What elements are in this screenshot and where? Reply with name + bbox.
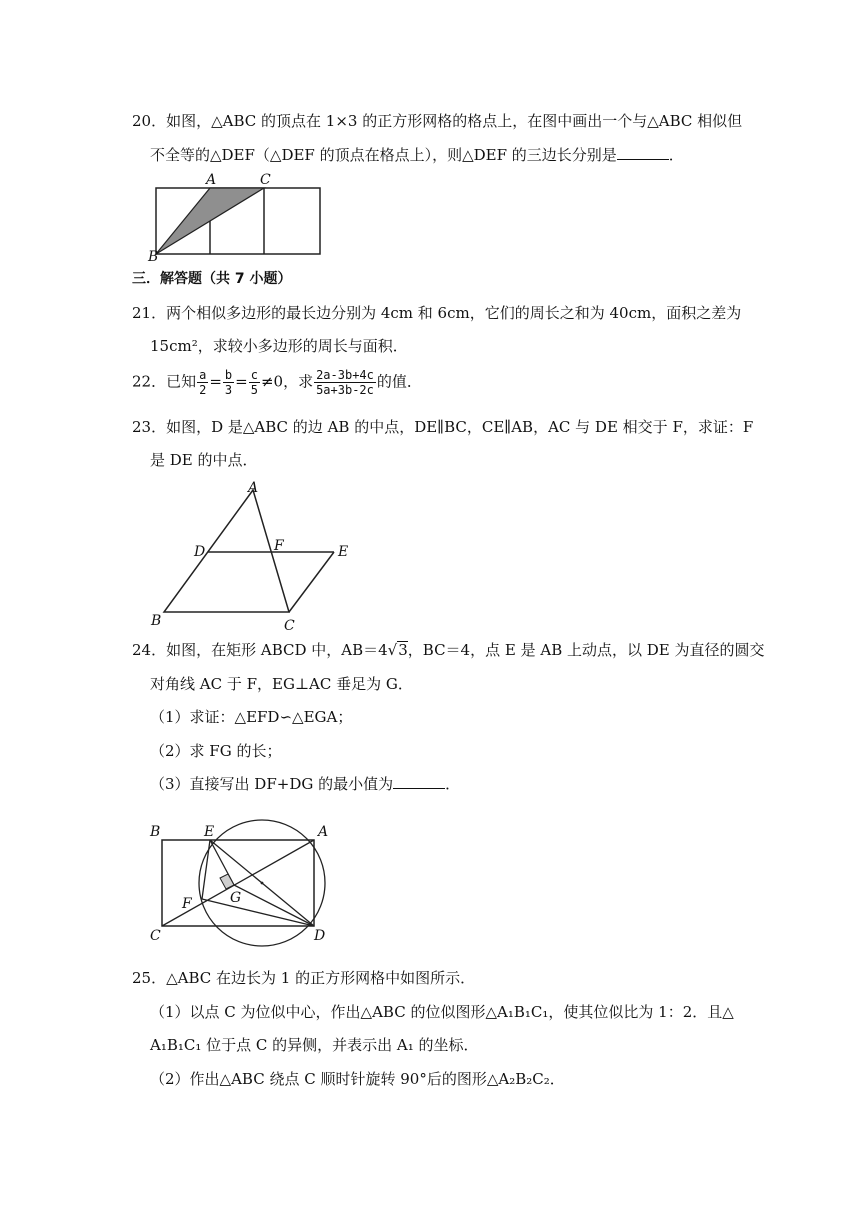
segment-ce (289, 552, 334, 612)
q22-eq2: = (235, 372, 248, 391)
diagonal-ac (162, 840, 314, 926)
q24-sub3-main: （3）直接写出 DF+DG 的最小值为 (150, 775, 394, 793)
frac3-num: c (250, 368, 258, 382)
fraction-a-2 (197, 368, 208, 397)
q23-text-line1: 23．如图，D 是△ABC 的边 AB 的中点，DE∥BC，CE∥AB，AC 与 DE 相交于 F，求证：F (132, 418, 754, 436)
label-e: E (338, 544, 349, 560)
q24-text-line2: 对角线 AC 于 F，EG⊥AC 垂足为 G． (150, 675, 413, 693)
q21-text-line2: 15cm²，求较小多边形的周长与面积． (150, 337, 408, 355)
q25-text-line4: （2）作出△ABC 绕点 C 顺时针旋转 90°后的图形△A₂B₂C₂． (150, 1070, 565, 1088)
frac3-den: 5 (250, 383, 258, 397)
q24-sub1: （1）求证：△EFD∽△EGA； (150, 708, 353, 726)
label-d: D (314, 928, 326, 944)
section-header: 三．解答题（共 7 小题） (132, 271, 292, 287)
q24-line1-end: ，BC＝4，点 E 是 AB 上动点，以 DE 为直径的圆交 (407, 641, 765, 659)
q25-text-line2: （1）以点 C 为位似中心，作出△ABC 的位似图形△A₁B₁C₁，使其位似比为 1：2．且△ (150, 1003, 734, 1021)
q23-text-line2: 是 DE 的中点． (150, 451, 258, 469)
label-a: A (206, 172, 217, 188)
segment-ef (202, 840, 210, 899)
label-c: C (150, 928, 161, 944)
label-b: B (148, 249, 159, 262)
label-b: B (150, 824, 161, 840)
triangle-abc (164, 490, 289, 612)
q22-ne: ≠0，求 (260, 372, 314, 391)
label-a: A (318, 824, 329, 840)
q24-line1-start: 24．如图，在矩形 ABCD 中，AB＝4 (132, 641, 388, 659)
label-f: F (274, 538, 284, 554)
label-g: G (230, 890, 242, 906)
label-f: F (182, 896, 192, 912)
q20-text-line2-main: 不全等的△DEF（△DEF 的顶点在格点上），则△DEF 的三边长分别是 (150, 146, 617, 164)
fraction-c-5 (249, 368, 260, 397)
q24-sub2: （2）求 FG 的长； (150, 742, 282, 760)
segment-gd (234, 885, 314, 926)
q24-text-line1 (132, 640, 765, 660)
fraction-expression (314, 368, 376, 397)
label-b: B (151, 613, 162, 629)
q20-answer-blank (617, 145, 669, 160)
q24-sub3-end: ． (445, 775, 461, 793)
q20-text-line2 (150, 145, 684, 165)
label-e: E (204, 824, 215, 840)
q22-text (132, 368, 422, 397)
q20-text-line1: 20．如图，△ABC 的顶点在 1×3 的正方形网格的格点上，在图中画出一个与△ABC 相似但 (132, 112, 743, 130)
q22-prefix: 22．已知 (132, 372, 197, 391)
label-c: C (260, 172, 271, 188)
q24-sub3 (150, 774, 460, 794)
frac1-num: a (199, 368, 207, 382)
frac2-num: b (224, 368, 233, 382)
fraction-b-3 (223, 368, 234, 397)
label-d: D (194, 544, 206, 560)
q24-rectangle-circle-figure (146, 818, 342, 948)
q21-text-line1: 21．两个相似多边形的最长边分别为 4cm 和 6cm，它们的周长之和为 40cm，面积之差为 (132, 304, 742, 322)
frac4-num: 2a-3b+4c (316, 368, 374, 382)
q20-text-line2-end: ． (668, 146, 684, 164)
circle-center (261, 882, 264, 885)
q24-answer-blank (393, 774, 445, 789)
sqrt-symbol: √ (387, 641, 398, 659)
label-c: C (284, 618, 295, 632)
q25-text-line3: A₁B₁C₁ 位于点 C 的异侧，并表示出 A₁ 的坐标． (150, 1036, 479, 1054)
q22-eq1: = (209, 372, 222, 391)
label-a: A (248, 480, 259, 496)
q25-text-line1: 25．△ABC 在边长为 1 的正方形网格中如图所示． (132, 969, 476, 987)
q23-parallelogram-figure (146, 478, 360, 632)
q20-grid-figure (146, 170, 328, 262)
frac2-den: 3 (224, 383, 233, 397)
sqrt-radicand: 3 (398, 641, 408, 659)
frac4-den: 5a+3b-2c (316, 383, 374, 397)
frac1-den: 2 (199, 383, 207, 397)
q22-suffix: 的值． (376, 372, 422, 391)
